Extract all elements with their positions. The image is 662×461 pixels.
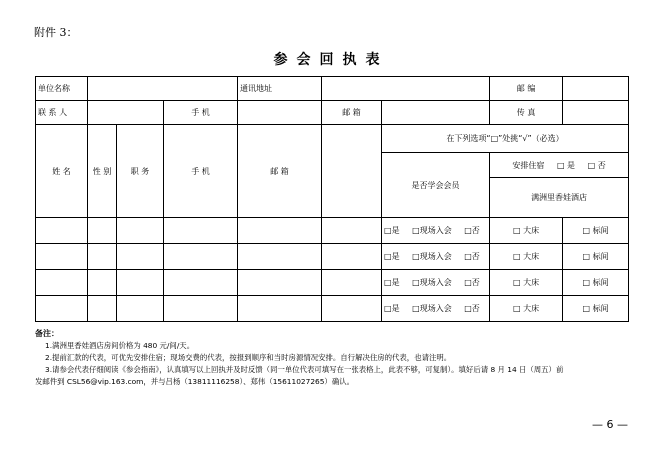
- blank-cell[interactable]: [322, 296, 382, 322]
- email-cell[interactable]: [238, 244, 322, 270]
- table-row: [36, 296, 629, 322]
- bed-standard-checkbox[interactable]: □ 标间: [563, 218, 629, 244]
- bed-large-checkbox[interactable]: □ 大床: [490, 270, 563, 296]
- position-cell[interactable]: [117, 270, 164, 296]
- member-options: [382, 296, 490, 322]
- gender-cell[interactable]: [88, 270, 117, 296]
- member-join-checkbox[interactable]: □现场入会: [412, 278, 452, 287]
- col-name-header: 姓 名: [36, 125, 88, 218]
- col-gender-header: 性 别: [88, 125, 117, 218]
- member-yes-checkbox[interactable]: □是: [384, 304, 400, 313]
- gender-cell[interactable]: [88, 296, 117, 322]
- mobile-cell[interactable]: [164, 244, 238, 270]
- note-item-3: 3.请参会代表仔细阅读《参会指南》，认真填写以上回执并及时反馈（同一单位代表可填写在一张表格上，此表不够，可复制）。填好后请 8 月 14 日（周五）前: [45, 365, 564, 374]
- col-mobile-header: 手 机: [164, 125, 238, 218]
- gender-cell[interactable]: [88, 244, 117, 270]
- gender-cell[interactable]: [88, 218, 117, 244]
- registration-form-table: [35, 76, 629, 322]
- unit-name-input[interactable]: [88, 77, 238, 101]
- bed-standard-checkbox[interactable]: □ 标间: [563, 270, 629, 296]
- email-input[interactable]: [382, 101, 490, 125]
- member-options: [382, 270, 490, 296]
- bed-standard-checkbox[interactable]: □ 标间: [563, 244, 629, 270]
- member-no-checkbox[interactable]: □否: [464, 252, 480, 261]
- member-no-checkbox[interactable]: □否: [464, 304, 480, 313]
- blank-cell[interactable]: [322, 244, 382, 270]
- email-label: 邮 箱: [322, 101, 382, 125]
- notes-section: [35, 328, 635, 388]
- mobile-label: 手 机: [164, 101, 238, 125]
- member-yes-checkbox[interactable]: □是: [384, 226, 400, 235]
- header-row-1: [36, 125, 629, 153]
- mobile-cell[interactable]: [164, 296, 238, 322]
- note-item-2: 2.提前汇款的代表，可优先安排住宿；现场交费的代表，按报到顺序和当时房源情况安排。自行解决住房的代表，也请注明。: [45, 353, 452, 362]
- postcode-label: 邮 编: [490, 77, 563, 101]
- note-item-1: 1.满洲里香娃酒店房间价格为 480 元/间/天。: [45, 341, 195, 350]
- blank-header-cell: [322, 125, 382, 218]
- contact-row: [36, 101, 629, 125]
- table-row: [36, 244, 629, 270]
- accommodation-choice: [490, 153, 629, 178]
- note-item-3-continuation: 发邮件到 CSL56@vip.163.com，并与吕杨（13811116258）、郑伟（15611027265）确认。: [35, 377, 354, 386]
- member-no-checkbox[interactable]: □否: [464, 226, 480, 235]
- fax-input[interactable]: [563, 101, 629, 125]
- attachment-label: 附件 3：: [34, 26, 78, 39]
- fax-label: 传 真: [490, 101, 563, 125]
- col-position-header: 职 务: [117, 125, 164, 218]
- table-row: [36, 218, 629, 244]
- unit-name-label: 单位名称: [36, 77, 88, 101]
- address-label: 通讯地址: [238, 77, 322, 101]
- mobile-cell[interactable]: [164, 218, 238, 244]
- name-cell[interactable]: [36, 218, 88, 244]
- email-cell[interactable]: [238, 218, 322, 244]
- blank-cell[interactable]: [322, 218, 382, 244]
- hotel-name: 满洲里香娃酒店: [490, 178, 629, 218]
- page-title: 参会回执表: [273, 52, 389, 68]
- col-email-header: 邮 箱: [238, 125, 322, 218]
- bed-large-checkbox[interactable]: □ 大床: [490, 296, 563, 322]
- instructions-text: 在下列选项“□”处挑“√”（必选）: [382, 125, 629, 153]
- member-join-checkbox[interactable]: □现场入会: [412, 304, 452, 313]
- member-no-checkbox[interactable]: □否: [464, 278, 480, 287]
- member-yes-checkbox[interactable]: □是: [384, 278, 400, 287]
- accommodation-no-checkbox[interactable]: □ 否: [587, 160, 606, 170]
- col-member-header: 是否学会会员: [382, 153, 490, 218]
- contact-input[interactable]: [88, 101, 164, 125]
- bed-large-checkbox[interactable]: □ 大床: [490, 218, 563, 244]
- name-cell[interactable]: [36, 244, 88, 270]
- unit-row: [36, 77, 629, 101]
- position-cell[interactable]: [117, 244, 164, 270]
- member-yes-checkbox[interactable]: □是: [384, 252, 400, 261]
- bed-large-checkbox[interactable]: □ 大床: [490, 244, 563, 270]
- accommodation-label: 安排住宿: [512, 160, 545, 170]
- mobile-cell[interactable]: [164, 270, 238, 296]
- email-cell[interactable]: [238, 296, 322, 322]
- member-join-checkbox[interactable]: □现场入会: [412, 226, 452, 235]
- position-cell[interactable]: [117, 218, 164, 244]
- position-cell[interactable]: [117, 296, 164, 322]
- accommodation-yes-checkbox[interactable]: □ 是: [556, 160, 576, 170]
- contact-label: 联 系 人: [36, 101, 88, 125]
- member-join-checkbox[interactable]: □现场入会: [412, 252, 452, 261]
- notes-header: 备注：: [35, 329, 59, 338]
- name-cell[interactable]: [36, 270, 88, 296]
- bed-standard-checkbox[interactable]: □ 标间: [563, 296, 629, 322]
- table-row: [36, 270, 629, 296]
- name-cell[interactable]: [36, 296, 88, 322]
- blank-cell[interactable]: [322, 270, 382, 296]
- member-options: [382, 218, 490, 244]
- address-input[interactable]: [322, 77, 490, 101]
- member-options: [382, 244, 490, 270]
- page-number: — 6 —: [592, 418, 628, 431]
- postcode-input[interactable]: [563, 77, 629, 101]
- mobile-input[interactable]: [238, 101, 322, 125]
- email-cell[interactable]: [238, 270, 322, 296]
